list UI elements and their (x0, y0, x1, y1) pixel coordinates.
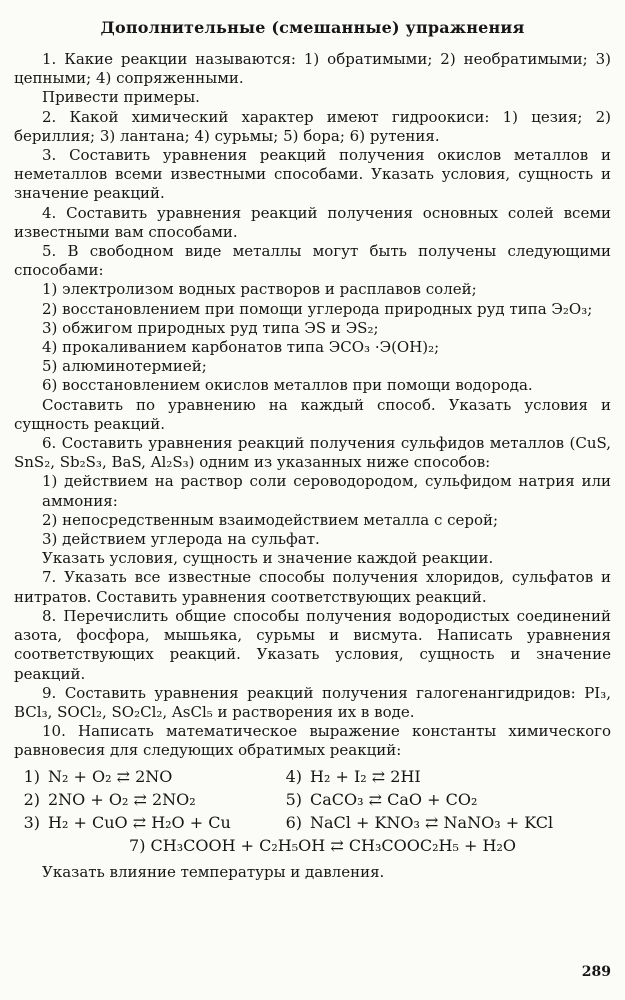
paragraph: 5. В свободном виде металлы могут быть получены следующими способами: (14, 242, 611, 280)
paragraph: 2. Какой химический характер имеют гидроокиси: 1) цезия; 2) бериллия; 3) лантана; 4) сурьмы; 5) бора; 6) рутения. (14, 107, 611, 145)
paragraph: 3) действием углерода на сульфат. (42, 530, 320, 549)
paragraph: 8. Перечислить общие способы получения водородистых соединений азота, фосфора, мышьяка, сурьмы и висмута. Написать уравнения соответствующих реакций. Указать условия, сущность и значение реакций. (14, 606, 611, 683)
paragraph: 9. Составить уравнения реакций получения галогенангидридов: PI₃, BCl₃, SOCl₂, SO₂Cl₂, AsCl₅ и растворения их в воде. (14, 683, 611, 721)
footer-text: Указать влияние температуры и давления. (42, 862, 385, 881)
paragraph: 10. Написать математическое выражение константы химического равновесия для следующих обратимых реакций: (14, 722, 611, 760)
equations-grid (14, 765, 611, 834)
equation: 2NO + O₂ ⇄ 2NO₂ (48, 789, 196, 809)
paragraph: 4. Составить уравнения реакций получения основных солей всеми известными вам способами. (14, 203, 611, 241)
page (14, 18, 611, 882)
page-title: Дополнительные (смешанные) упражнения (100, 18, 525, 37)
paragraph: 1. Какие реакции называются: 1) обратимыми; 2) необратимыми; 3) цепными; 4) сопряженными. (14, 50, 611, 88)
equation-number: 5) (285, 789, 302, 809)
paragraph: 2) непосредственным взаимодействием металла с серой; (42, 510, 499, 529)
equation: CaCO₃ ⇄ CaO + CO₂ (310, 789, 478, 809)
equation-number: 3) (23, 812, 40, 832)
exercise-list (14, 50, 611, 761)
paragraph: Составить по уравнению на каждый способ. Указать условия и сущность реакций. (14, 395, 611, 433)
equation-number: 1) (23, 766, 40, 786)
paragraph: Привести примеры. (42, 88, 200, 107)
paragraph: 2) восстановлением при помощи углерода природных руд типа Э₂О₃; (42, 299, 593, 318)
equation: N₂ + O₂ ⇄ 2NO (48, 766, 173, 786)
page-number: 289 (581, 964, 611, 980)
equation: NaCl + KNO₃ ⇄ NaNO₃ + KCl (310, 812, 554, 832)
equation: H₂ + CuO ⇄ H₂O + Cu (48, 812, 231, 832)
paragraph: 7. Указать все известные способы получения хлоридов, сульфатов и нитратов. Составить уравнения соответствующих реакций. (14, 568, 611, 606)
equation-number: 6) (285, 812, 302, 832)
paragraph: 1) действием на раствор соли сероводородом, сульфидом натрия или аммония: (42, 472, 611, 510)
equation-number: 2) (23, 789, 40, 809)
paragraph: 1) электролизом водных растворов и расплавов солей; (42, 280, 477, 299)
paragraph: 6) восстановлением окислов металлов при помощи водорода. (42, 376, 533, 395)
paragraph: Указать условия, сущность и значение каждой реакции. (42, 549, 494, 568)
paragraph: 5) алюминотермией; (42, 357, 207, 376)
equation-7: 7) CH₃COOH + C₂H₅OH ⇄ CH₃COOC₂H₅ + H₂O (129, 835, 516, 855)
paragraph: 4) прокаливанием карбонатов типа ЭСО₃ ·Э(ОН)₂; (42, 338, 440, 357)
paragraph: 6. Составить уравнения реакций получения сульфидов металлов (CuS, SnS₂, Sb₂S₃, BaS, Al₂S₃) одним из указанных ниже способов: (14, 434, 611, 472)
paragraph: 3. Составить уравнения реакций получения окислов металлов и неметаллов всеми известными способами. Указать условия, сущность и значение реакций. (14, 146, 611, 203)
equation: H₂ + I₂ ⇄ 2HI (310, 766, 421, 786)
paragraph: 3) обжигом природных руд типа ЭS и ЭS₂; (42, 318, 379, 337)
equation-number: 4) (285, 766, 302, 786)
